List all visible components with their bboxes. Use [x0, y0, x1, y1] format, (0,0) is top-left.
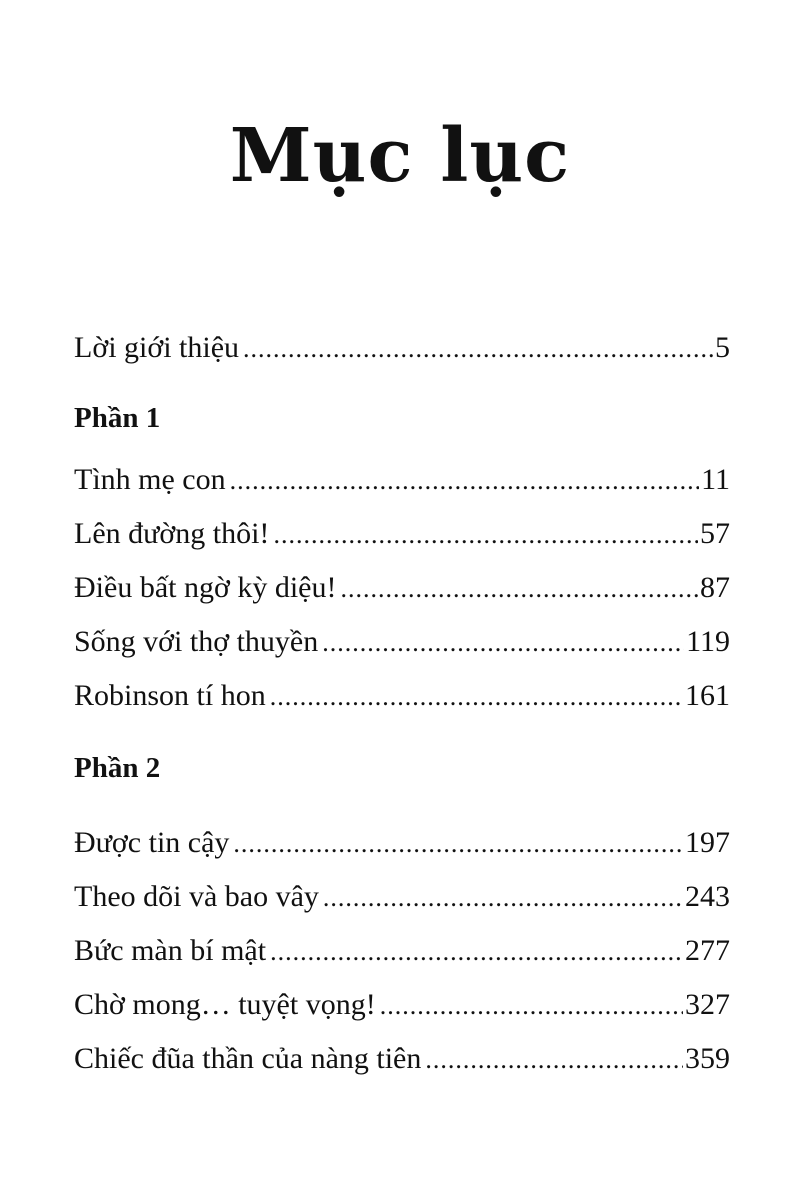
- dot-leader: [380, 986, 683, 1026]
- toc-entry-page: 5: [715, 331, 730, 364]
- toc-entry-label: Robinson tí hon: [74, 679, 266, 712]
- toc-entry-page: 277: [685, 934, 730, 967]
- toc-entry-label: Chiếc đũa thần của nàng tiên: [74, 1042, 422, 1075]
- dot-leader: [270, 677, 683, 717]
- toc-entry-page: 119: [686, 625, 730, 658]
- toc-entry-label: Điều bất ngờ kỳ diệu!: [74, 571, 337, 604]
- toc-entry-label: Bức màn bí mật: [74, 934, 267, 967]
- table-of-contents: [74, 0, 730, 1200]
- toc-entry[interactable]: [74, 460, 730, 500]
- toc-entry[interactable]: [74, 568, 730, 608]
- toc-entry-page: 161: [685, 679, 730, 712]
- toc-entry-page: 11: [701, 463, 730, 496]
- toc-entry-page: 327: [685, 988, 730, 1021]
- toc-entry-page: 243: [685, 880, 730, 913]
- dot-leader: [243, 329, 713, 369]
- toc-entry-label: Theo dõi và bao vây: [74, 880, 319, 913]
- toc-entry-label: Được tin cậy: [74, 826, 230, 859]
- toc-entry-label: Tình mẹ con: [74, 463, 226, 496]
- toc-entry[interactable]: [74, 823, 730, 863]
- toc-entry-label: Chờ mong… tuyệt vọng!: [74, 988, 376, 1021]
- dot-leader: [323, 878, 683, 918]
- toc-entry-page: 57: [700, 517, 730, 550]
- page-title: Mục lục: [229, 113, 571, 199]
- part-1-heading: Phần 1: [74, 402, 161, 434]
- dot-leader: [322, 623, 684, 663]
- toc-entry[interactable]: [74, 1039, 730, 1079]
- dot-leader: [273, 515, 698, 555]
- toc-entry-intro[interactable]: [74, 328, 730, 368]
- toc-entry[interactable]: [74, 514, 730, 554]
- dot-leader: [230, 461, 699, 501]
- dot-leader: [270, 932, 683, 972]
- toc-entry[interactable]: [74, 877, 730, 917]
- dot-leader: [425, 1040, 683, 1080]
- toc-entry[interactable]: [74, 622, 730, 662]
- toc-entry-label: Sống với thợ thuyền: [74, 625, 319, 658]
- toc-entry-label: Lên đường thôi!: [74, 517, 270, 550]
- toc-entry[interactable]: [74, 985, 730, 1025]
- toc-entry[interactable]: [74, 931, 730, 971]
- toc-entry[interactable]: [74, 676, 730, 716]
- part-2-heading: Phần 2: [74, 752, 161, 784]
- toc-entry-page: 87: [700, 571, 730, 604]
- toc-entry-page: 359: [685, 1042, 730, 1075]
- toc-entry-page: 197: [685, 826, 730, 859]
- dot-leader: [340, 569, 698, 609]
- toc-entry-label: Lời giới thiệu: [74, 331, 240, 364]
- dot-leader: [233, 824, 683, 864]
